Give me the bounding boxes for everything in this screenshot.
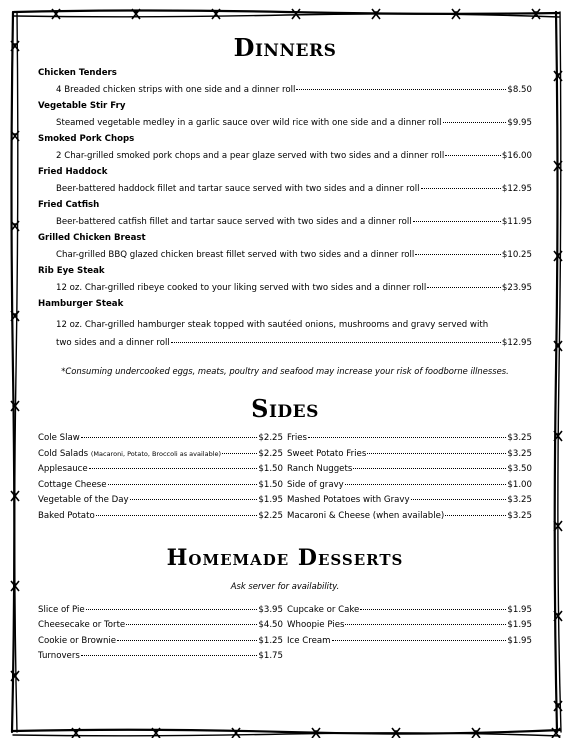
desserts-right-column xyxy=(287,605,532,667)
sides-left-column xyxy=(38,433,283,527)
menu-page xyxy=(38,30,532,667)
sides-columns xyxy=(38,433,532,527)
menu-row xyxy=(38,449,283,465)
item-name: Cold Salads xyxy=(38,448,89,459)
dinner-item-description: Steamed vegetable medley in a garlic sauce over wild rice with one side and a dinner roll xyxy=(56,118,442,128)
item-name: Baked Potato xyxy=(38,510,95,521)
sides-right-column xyxy=(287,433,532,527)
wire-barb xyxy=(554,341,562,351)
item-name: Cottage Cheese xyxy=(38,479,107,490)
leader-dots xyxy=(445,515,506,516)
menu-row xyxy=(38,433,283,449)
leader-dots xyxy=(308,437,506,438)
leader-dots xyxy=(171,342,501,343)
menu-row xyxy=(287,636,532,652)
leader-dots xyxy=(443,122,507,123)
item-price: $1.75 xyxy=(258,651,283,662)
dinner-item-description: 4 Breaded chicken strips with one side and a dinner roll xyxy=(56,85,296,95)
dinner-item-price: $11.95 xyxy=(501,217,532,227)
dinner-item-line xyxy=(56,283,532,293)
item-price: $1.95 xyxy=(507,635,532,646)
dinner-item-line xyxy=(56,250,532,260)
menu-row xyxy=(287,433,532,449)
dinner-item-description: Beer-battered catfish fillet and tartar sauce served with two sides and a dinner roll xyxy=(56,217,412,227)
item-price: $3.25 xyxy=(507,510,532,521)
leader-dots xyxy=(296,89,506,90)
dinner-item-price: $12.95 xyxy=(501,338,532,348)
leader-dots xyxy=(353,468,506,469)
item-price: $1.95 xyxy=(507,604,532,615)
item-price: $1.00 xyxy=(507,479,532,490)
dinner-item-name: Fried Catfish xyxy=(38,200,100,210)
dinner-item-name: Hamburger Steak xyxy=(38,299,124,309)
leader-dots xyxy=(89,468,258,469)
dinner-item-line xyxy=(56,184,532,194)
dinner-item-price: $12.95 xyxy=(501,184,532,194)
dinner-item xyxy=(38,101,532,128)
wire-barb xyxy=(232,728,240,738)
menu-row xyxy=(287,605,532,621)
desserts-availability-note: Ask server for availability. xyxy=(230,580,340,591)
item-price: $3.25 xyxy=(507,495,532,506)
item-price: $1.95 xyxy=(507,620,532,631)
leader-dots xyxy=(345,484,507,485)
item-note: (Macaroni, Potato, Broccoli as available) xyxy=(90,449,222,458)
leader-dots xyxy=(445,155,501,156)
leader-dots xyxy=(86,609,258,610)
item-name: Cookie or Brownie xyxy=(38,635,117,646)
menu-row xyxy=(287,620,532,636)
leader-dots xyxy=(81,437,258,438)
item-name: Macaroni & Cheese (when available) xyxy=(287,510,445,521)
menu-row xyxy=(287,511,532,527)
dinner-item xyxy=(38,68,532,95)
item-name: Fries xyxy=(287,433,308,443)
dinner-item-line xyxy=(56,118,532,128)
menu-row xyxy=(38,620,283,636)
dinner-item xyxy=(38,233,532,260)
dinner-item-line xyxy=(56,85,532,95)
item-name: Turnovers xyxy=(38,651,80,662)
item-name: Applesauce xyxy=(38,464,88,475)
dinner-item-price: $23.95 xyxy=(501,283,532,293)
dinner-item-price: $9.95 xyxy=(507,118,532,128)
dinner-item-name: Fried Haddock xyxy=(38,167,108,177)
dinner-item-description: 2 Char-grilled smoked pork chops and a pear glaze served with two sides and a dinner roll xyxy=(56,151,445,161)
menu-row xyxy=(38,495,283,511)
menu-row xyxy=(287,449,532,465)
menu-row xyxy=(287,480,532,496)
menu-row xyxy=(38,511,283,527)
item-name: Mashed Potatoes with Gravy xyxy=(287,495,410,506)
menu-row xyxy=(38,605,283,621)
sides-heading: Sides xyxy=(251,394,319,423)
item-price: $1.50 xyxy=(258,479,283,490)
dinner-item-name: Smoked Pork Chops xyxy=(38,134,135,144)
leader-dots xyxy=(413,221,501,222)
item-name: Slice of Pie xyxy=(38,604,85,615)
item-name: Cole Slaw xyxy=(38,433,80,443)
leader-dots xyxy=(415,254,501,255)
desserts-heading: Homemade Desserts xyxy=(166,544,404,571)
leader-dots xyxy=(117,640,257,641)
item-price: $4.50 xyxy=(258,620,283,631)
dinner-item xyxy=(38,266,532,293)
dinner-item-price: $10.25 xyxy=(501,250,532,260)
item-price: $2.25 xyxy=(258,433,283,443)
leader-dots xyxy=(96,515,258,516)
item-price: $3.95 xyxy=(258,604,283,615)
leader-dots xyxy=(81,655,258,656)
item-name: Whoopie Pies xyxy=(287,620,345,631)
dinner-item-name: Vegetable Stir Fry xyxy=(38,101,126,111)
dinner-list xyxy=(38,68,532,293)
leader-dots xyxy=(332,640,507,641)
item-name: Side of gravy xyxy=(287,479,344,490)
wire-barb xyxy=(292,9,300,19)
item-name: Sweet Potato Fries xyxy=(287,448,367,459)
item-price: $1.50 xyxy=(258,464,283,475)
item-price: $1.25 xyxy=(258,635,283,646)
menu-row xyxy=(38,636,283,652)
desserts-left-column xyxy=(38,605,283,667)
dinner-item-description: 12 oz. Char-grilled ribeye cooked to your liking served with two sides and a dinner roll xyxy=(56,283,427,293)
dinner-item-description: Beer-battered haddock fillet and tartar sauce served with two sides and a dinner roll xyxy=(56,184,420,194)
leader-dots xyxy=(345,624,506,625)
dinner-item xyxy=(38,134,532,161)
dinner-item-description xyxy=(56,316,532,352)
item-price: $3.25 xyxy=(507,448,532,459)
dinner-item-line xyxy=(56,217,532,227)
leader-dots xyxy=(108,484,258,485)
dinner-item-description: Char-grilled BBQ glazed chicken breast fillet served with two sides and a dinner roll xyxy=(56,250,415,260)
leader-dots xyxy=(411,499,507,500)
item-name: Cheesecake or Torte xyxy=(38,620,126,631)
menu-row xyxy=(38,651,283,667)
leader-dots xyxy=(367,453,506,454)
item-price: $2.25 xyxy=(258,448,283,459)
item-price: $2.25 xyxy=(258,510,283,521)
item-price: $3.50 xyxy=(507,464,532,475)
item-name: Vegetable of the Day xyxy=(38,495,129,506)
leader-dots xyxy=(222,453,257,454)
description-line-1: 12 oz. Char-grilled hamburger steak topped with sautéed onions, mushrooms and gravy served with xyxy=(56,320,489,330)
item-name: Ranch Nuggets xyxy=(287,464,353,475)
desserts-columns xyxy=(38,605,532,667)
leader-dots xyxy=(421,188,501,189)
item-name: Ice Cream xyxy=(287,635,331,646)
dinner-item xyxy=(38,167,532,194)
dinner-item xyxy=(38,200,532,227)
leader-dots xyxy=(427,287,501,288)
menu-row xyxy=(287,495,532,511)
item-price: $1.95 xyxy=(258,495,283,506)
menu-row xyxy=(287,464,532,480)
dinner-item-hamburger-steak xyxy=(38,299,532,352)
dinner-item-price: $16.00 xyxy=(501,151,532,161)
leader-dots xyxy=(130,499,258,500)
menu-row xyxy=(38,480,283,496)
food-safety-note: *Consuming undercooked eggs, meats, poultry and seafood may increase your risk of foodborne illnesses. xyxy=(61,366,509,376)
item-price: $3.25 xyxy=(507,433,532,443)
dinner-item-name: Grilled Chicken Breast xyxy=(38,233,146,243)
menu-row xyxy=(38,464,283,480)
leader-dots xyxy=(360,609,506,610)
dinners-heading: Dinners xyxy=(233,33,337,62)
dinner-item-name: Chicken Tenders xyxy=(38,68,117,78)
dinner-item-name: Rib Eye Steak xyxy=(38,266,105,276)
dinner-item-line xyxy=(56,151,532,161)
leader-dots xyxy=(126,624,257,625)
description-line-2: two sides and a dinner roll xyxy=(56,338,170,348)
dinner-item-price: $8.50 xyxy=(507,85,532,95)
item-name: Cupcake or Cake xyxy=(287,604,360,615)
